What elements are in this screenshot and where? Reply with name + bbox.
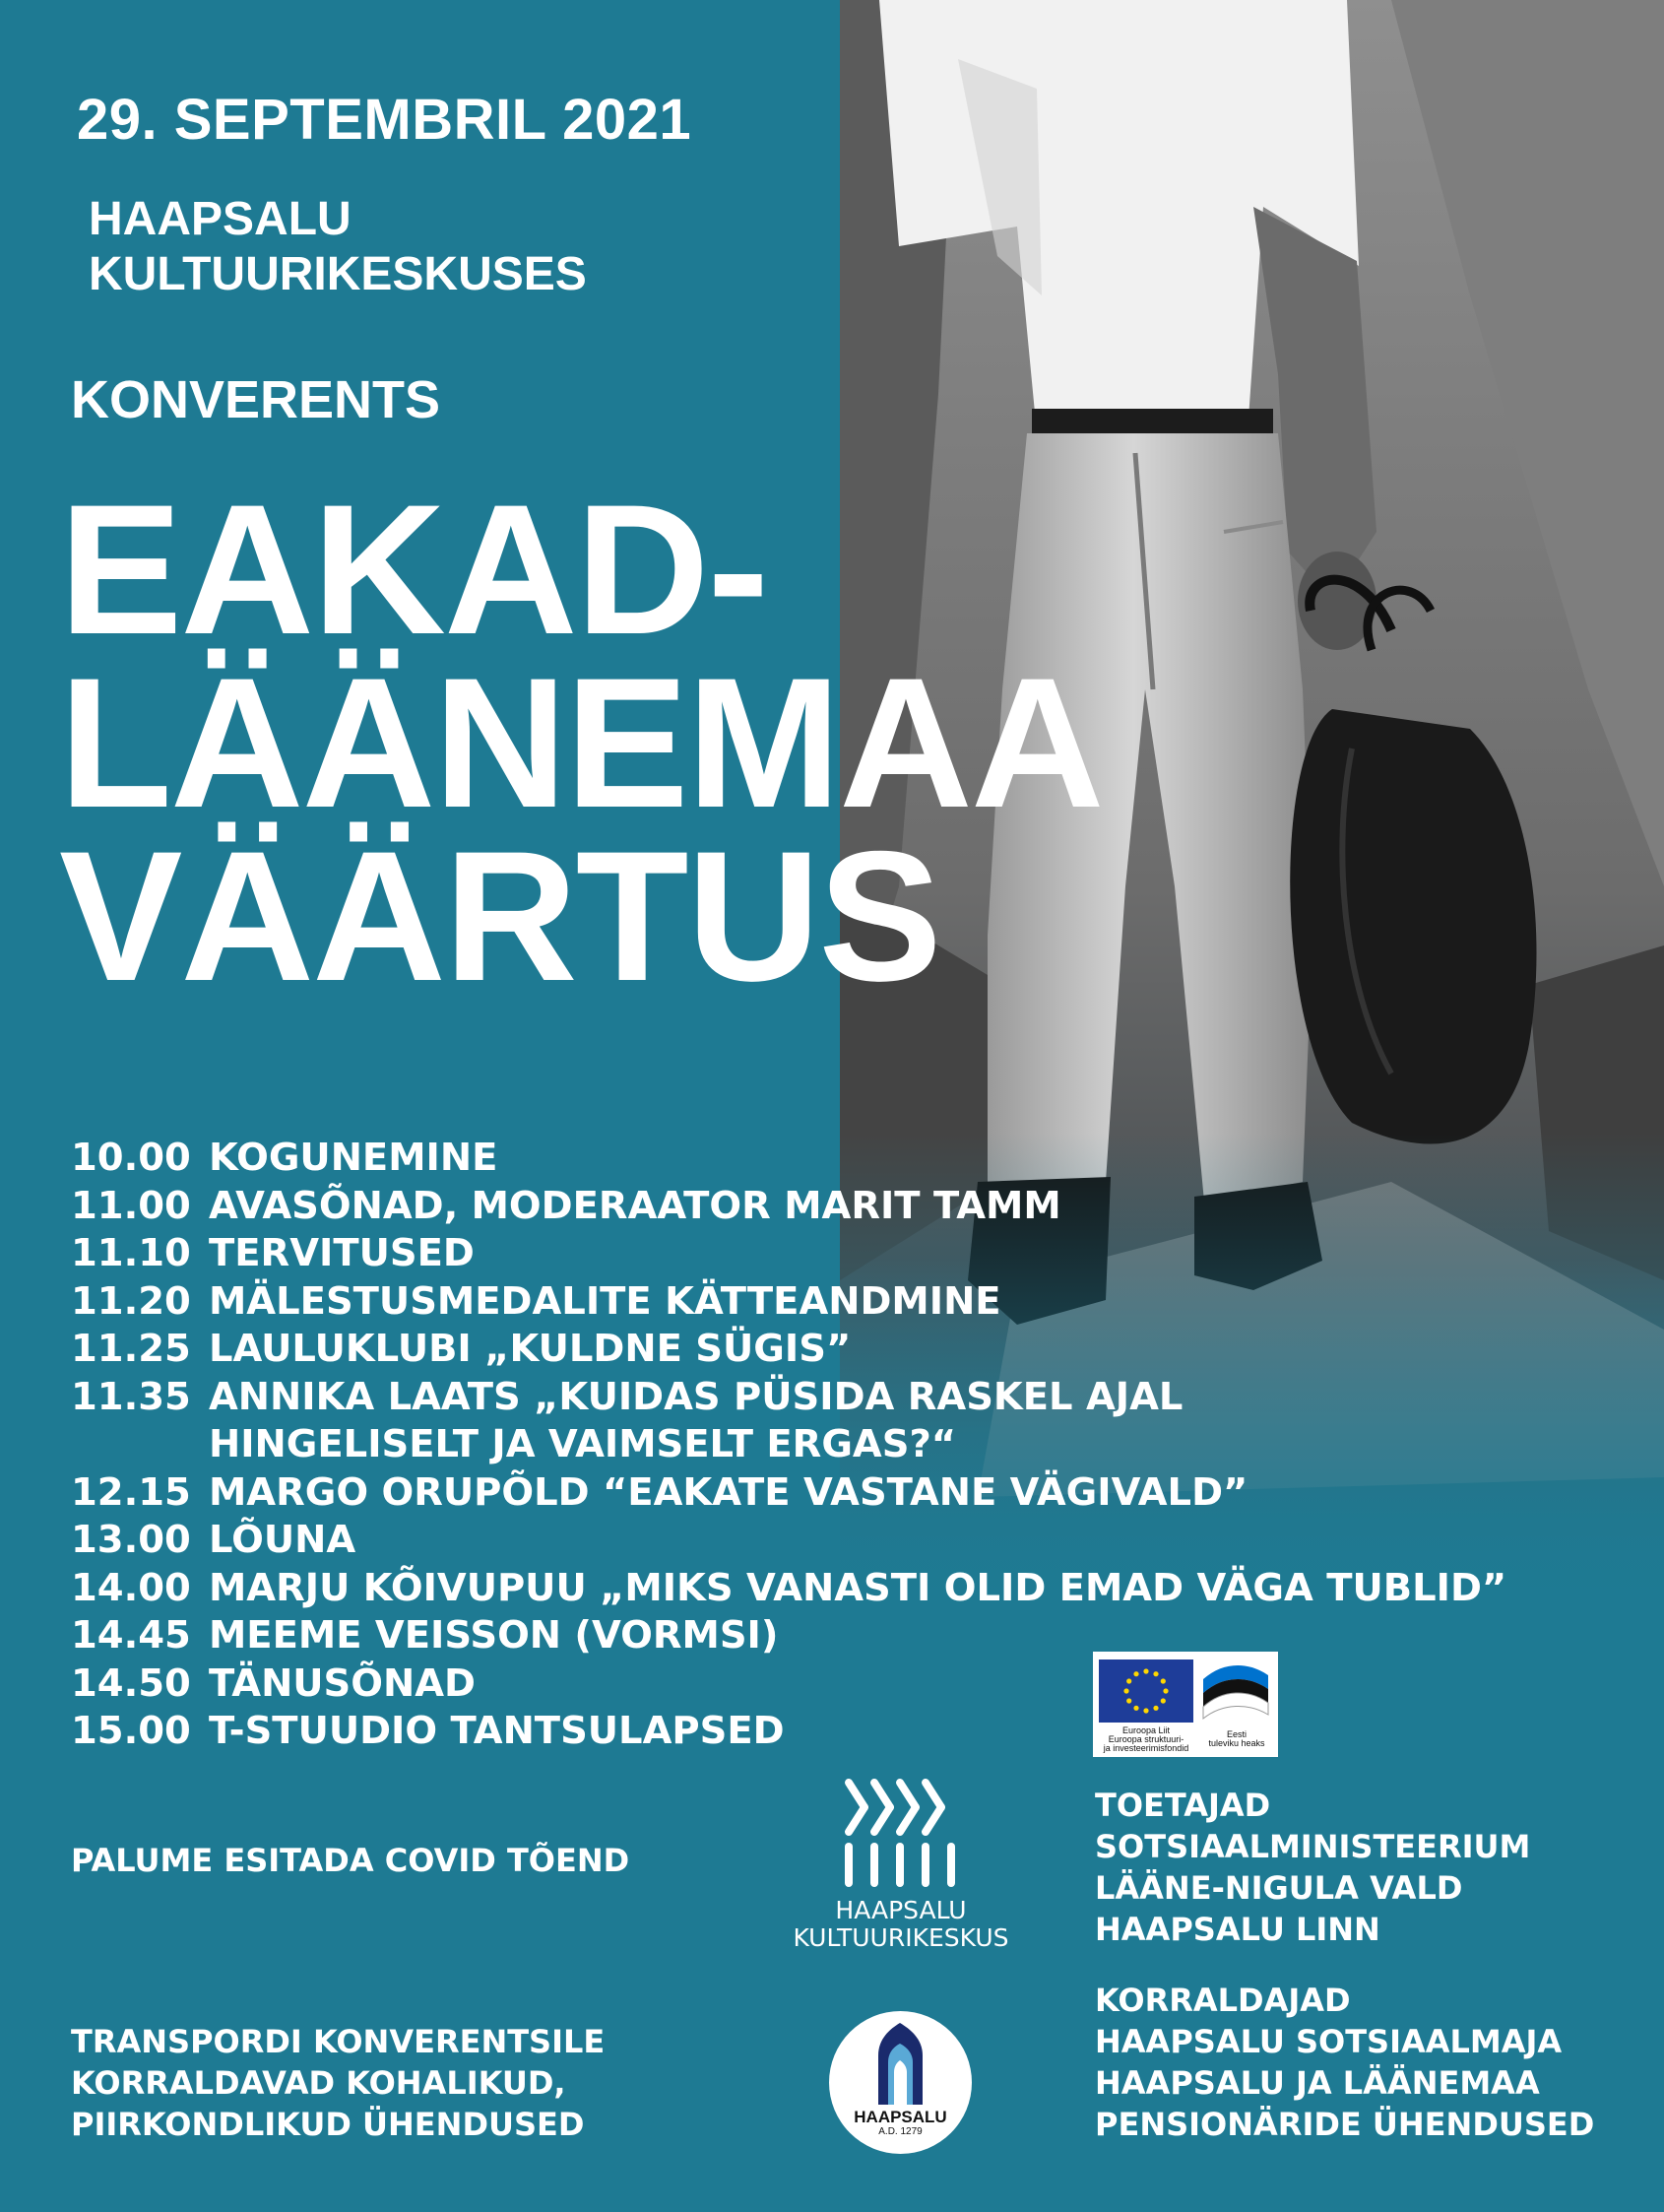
supporter-item: LÄÄNE-NIGULA VALD [1095,1869,1463,1907]
kultuurikeskus-line-2: KULTUURIKESKUS [793,1923,1009,1952]
program-text: MARJU KÕIVUPUU „MIKS VANASTI OLID EMAD VÄGA TUBLID” [209,1565,1507,1610]
program-text: MEEME VEISSON (VORMSI) [209,1613,779,1658]
program-time: 15.00 [71,1709,191,1753]
program-item [71,1660,1506,1709]
title-line-3: VÄÄRTUS [59,813,940,1019]
program-time: 11.35 [71,1374,191,1419]
program-item [71,1469,1506,1518]
program-text: TERVITUSED [209,1231,475,1275]
estonia-caption-line-1: Eesti [1226,1729,1247,1739]
transport-line: KORRALDAVAD KOHALIKUD, [71,2064,566,2102]
supporters-block [1095,1785,1530,1950]
supporter-item: SOTSIAALMINISTEERIUM [1095,1828,1531,1865]
organizers-block [1095,1980,1594,2145]
program-item [71,1135,1506,1183]
transport-line: PIIRKONDLIKUD ÜHENDUSED [71,2106,585,2143]
program-text: ANNIKA LAATS „KUIDAS PÜSIDA RASKEL AJAL [209,1374,1184,1419]
haapsalu-kultuurikeskus-logo [768,1773,1034,1955]
organizer-item: HAAPSALU JA LÄÄNEMAA [1095,2064,1540,2102]
program-time: 11.25 [71,1327,191,1371]
city-name: HAAPSALU [854,2108,947,2126]
program-text: AVASÕNAD, MODERAATOR MARIT TAMM [209,1183,1061,1228]
event-type: KONVERENTS [71,370,441,429]
program-item [71,1326,1506,1374]
program-item [71,1612,1506,1660]
haapsalu-city-logo [829,2011,972,2154]
program-item [71,1183,1506,1231]
estonia-flag-icon [1199,1658,1272,1723]
title-line-1: EAKAD- [59,466,768,673]
program-time: 14.50 [71,1660,191,1706]
eu-caption-line-1: Euroopa Liit [1121,1725,1171,1735]
organizers-heading: KORRALDAJAD [1095,1982,1351,2019]
organizer-item: HAAPSALU SOTSIAALMAJA [1095,2023,1563,2060]
event-venue [89,192,587,302]
program-time: 14.45 [71,1613,191,1658]
transport-line: TRANSPORDI KONVERENTSILE [71,2023,606,2060]
venue-line-2: KULTUURIKESKUSES [89,248,587,300]
covid-notice: PALUME ESITADA COVID TÕEND [71,1842,630,1879]
venue-line-1: HAAPSALU [89,193,352,245]
program-list [71,1135,1506,1756]
program-text-continued: HINGELISELT JA VAIMSELT ERGAS?“ [209,1422,957,1466]
supporter-item: HAAPSALU LINN [1095,1911,1380,1948]
program-item [71,1230,1506,1278]
program-text: MARGO ORUPÕLD “EAKATE VASTANE VÄGIVALD” [209,1469,1248,1515]
program-item [71,1565,1506,1613]
program-text: LAULUKLUBI „KULDNE SÜGIS” [209,1327,852,1371]
event-date: 29. SEPTEMBRIL 2021 [77,88,692,152]
program-time: 13.00 [71,1518,191,1562]
program-text: T-STUUDIO TANTSULAPSED [209,1709,785,1753]
program-item [71,1708,1506,1756]
program-text: LÕUNA [209,1518,356,1562]
program-text: TÄNUSÕNAD [209,1660,476,1706]
program-text: KOGUNEMINE [209,1136,498,1180]
organizer-item: PENSIONÄRIDE ÜHENDUSED [1095,2106,1595,2143]
program-time: 12.15 [71,1469,191,1515]
estonia-caption-line-2: tuleviku heaks [1208,1738,1265,1748]
eu-funding-badge [1093,1652,1278,1757]
supporters-heading: TOETAJAD [1095,1787,1271,1824]
eu-caption-line-3: ja investeerimisfondid [1103,1743,1189,1753]
eu-caption [1099,1726,1193,1753]
program-text: MÄLESTUSMEDALITE KÄTTEANDMINE [209,1278,1001,1324]
program-item [71,1517,1506,1565]
eu-flag-icon [1099,1659,1193,1723]
program-item [71,1374,1506,1422]
city-founding: A.D. 1279 [878,2126,923,2137]
program-time: 11.00 [71,1183,191,1228]
kultuurikeskus-mark-icon [768,1773,1034,1891]
kultuurikeskus-line-1: HAAPSALU [835,1896,967,1924]
conference-title [59,466,1103,1019]
transport-note [71,2021,605,2145]
program-time: 11.20 [71,1278,191,1324]
program-time: 14.00 [71,1565,191,1610]
program-time: 11.10 [71,1231,191,1275]
program-item [71,1278,1506,1327]
eu-caption-line-2: Euroopa struktuuri- [1108,1734,1184,1744]
title-line-2: LÄÄNEMAA [59,639,1103,846]
estonia-caption [1197,1730,1276,1748]
program-time: 10.00 [71,1136,191,1180]
